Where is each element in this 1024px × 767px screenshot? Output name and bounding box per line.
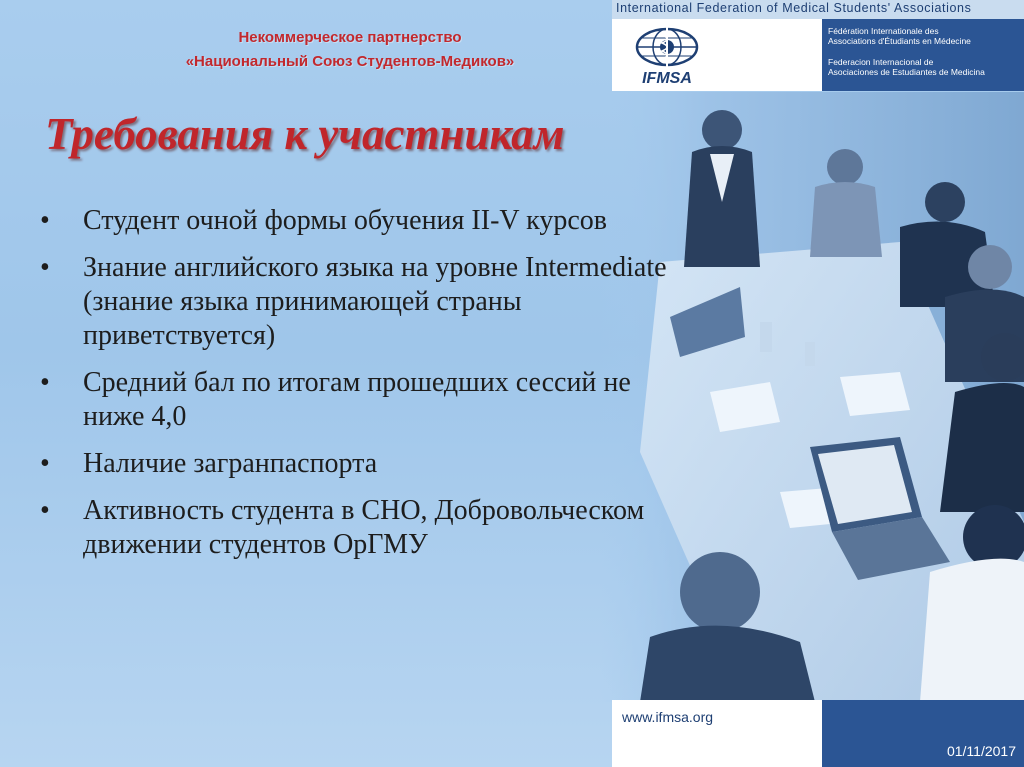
ifmsa-french-line-1: Fédération Internationale des (828, 26, 939, 36)
bullet-icon: • (40, 448, 50, 479)
slide-date: 01/11/2017 (946, 743, 1016, 759)
requirement-item (40, 204, 680, 238)
footer (612, 700, 1024, 767)
bullet-icon: • (40, 252, 50, 283)
ifmsa-name-strip (612, 0, 1024, 20)
organization-line-1: Некоммерческое партнерство (238, 29, 462, 46)
requirement-item (40, 447, 680, 481)
requirement-text: Активность студента в СНО, Добровольческом движении студентов ОрГМУ (83, 495, 645, 560)
ifmsa-french-line-2: Associations d'Étudiants en Médecine (828, 36, 971, 46)
bullet-icon: • (40, 367, 50, 398)
bullet-icon: • (40, 205, 50, 236)
ifmsa-logo-text: IFMSA (642, 70, 692, 87)
requirement-text: Знание английского языка на уровне Intermediate (знание языка принимающей страны приветствуется) (83, 252, 667, 351)
bullet-icon: • (40, 495, 50, 526)
ifmsa-language-names (822, 19, 1024, 91)
requirement-item (40, 366, 680, 434)
requirement-item (40, 494, 680, 562)
ifmsa-logo-box (612, 19, 822, 91)
footer-date-box (822, 700, 1024, 767)
ifmsa-globe-caduceus-icon (622, 25, 712, 87)
organization-header (140, 26, 560, 74)
requirement-text: Наличие загранпаспорта (83, 448, 378, 479)
footer-url-box (612, 700, 822, 767)
ifmsa-spanish-line-2: Asociaciones de Estudiantes de Medicina (828, 67, 985, 77)
requirement-item (40, 251, 680, 353)
requirement-text: Студент очной формы обучения II-V курсов (83, 205, 607, 236)
requirements-list (40, 204, 680, 575)
ifmsa-spanish-line-1: Federacion Internacional de (828, 57, 934, 67)
slide-title: Требования к участникам (45, 109, 565, 159)
requirement-text: Средний бал по итогам прошедших сессий не ниже 4,0 (83, 367, 631, 432)
website-link[interactable]: www.ifmsa.org (622, 709, 714, 725)
organization-line-2: «Национальный Союз Студентов-Медиков» (185, 53, 515, 70)
ifmsa-federation-name: International Federation of Medical Students' Associations (616, 1, 972, 15)
